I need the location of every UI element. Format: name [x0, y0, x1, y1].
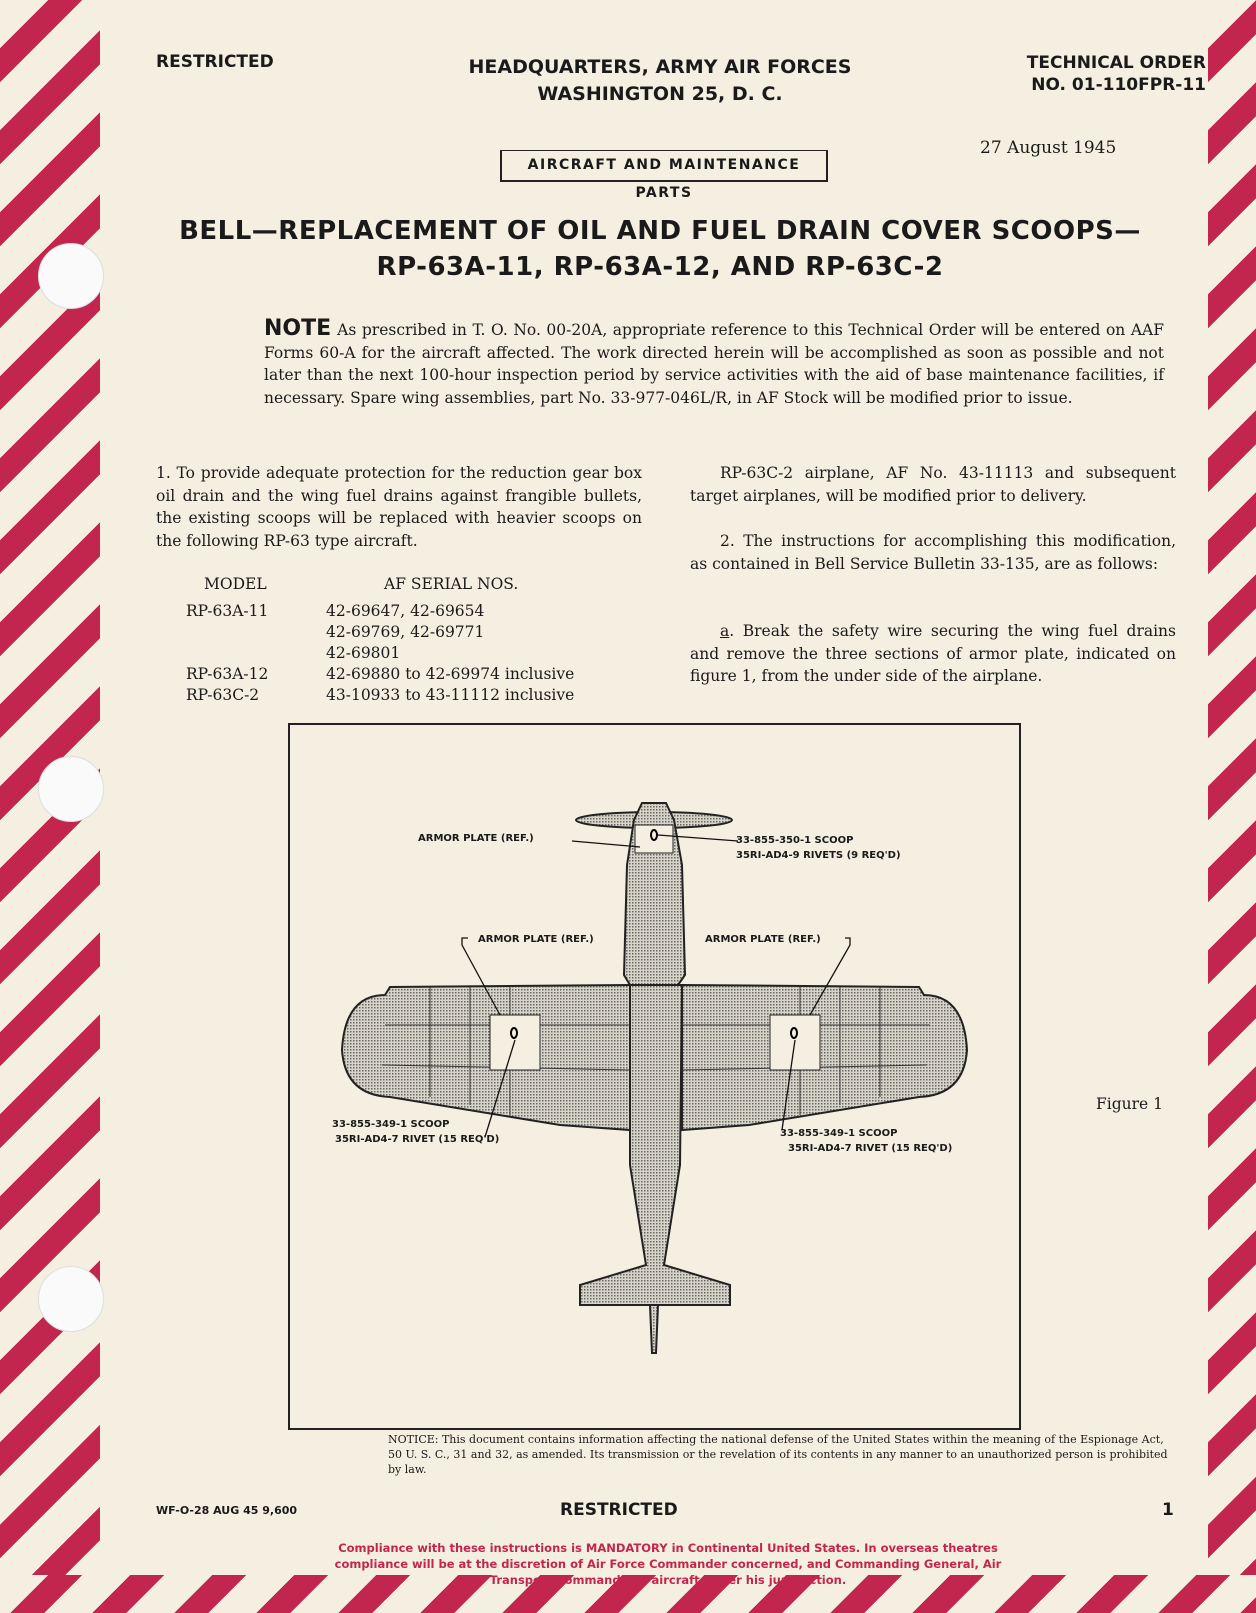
title-line1: BELL—REPLACEMENT OF OIL AND FUEL DRAIN COVER SCOOPS—	[179, 216, 1141, 246]
table-cell: 42-69880 to 42-69974 inclusive	[326, 665, 575, 683]
page-number: 1	[1162, 1500, 1174, 1520]
hq-line2: WASHINGTON 25, D. C.	[537, 83, 783, 105]
paragraph-1: 1. To provide adequate protection for the reduction gear box oil drain and the wing fuel drains against frangible bullets, the existing scoops will be replaced with heavier scoops on the following RP-63 type aircraft.	[156, 464, 642, 550]
label-armor-plate-left: ARMOR PLATE (REF.)	[478, 934, 594, 945]
punch-hole	[38, 756, 104, 822]
label-rivet-left: 35RI-AD4-7 RIVET (15 REQ'D)	[335, 1134, 500, 1145]
figure-caption: Figure 1	[1096, 1095, 1163, 1113]
table-cell: 42-69647, 42-69654	[326, 602, 485, 620]
punch-hole	[38, 1266, 104, 1332]
table-cell	[186, 622, 326, 643]
paragraph-2: 2. The instructions for accomplishing this modification, as contained in Bell Service Bulletin 33-135, are as follows:	[690, 532, 1176, 573]
to-line2: NO. 01-110FPR-11	[1031, 75, 1206, 95]
punch-hole	[38, 243, 104, 309]
table-cell: RP-63A-12	[186, 665, 269, 683]
paragraph-2a	[690, 620, 1176, 688]
airplane-drawing	[290, 725, 1019, 1428]
label-scoop-left: 33-855-349-1 SCOOP	[332, 1119, 450, 1130]
serial-table	[186, 574, 574, 706]
table-cell: 43-10933 to 43-11112 inclusive	[326, 686, 575, 704]
note	[264, 318, 1164, 409]
figure-1	[288, 723, 1021, 1430]
restricted-bottom: RESTRICTED	[560, 1500, 678, 1520]
date: 27 August 1945	[980, 138, 1117, 158]
headquarters	[430, 54, 890, 108]
table-header: MODEL	[204, 575, 267, 593]
red-border-right	[1208, 0, 1256, 1613]
label-scoop-top: 33-855-350-1 SCOOP	[736, 835, 854, 846]
note-label: NOTE	[264, 316, 332, 341]
category-box: AIRCRAFT AND MAINTENANCE PARTS	[500, 150, 828, 182]
print-code: WF-O-28 AUG 45 9,600	[156, 1504, 298, 1517]
table-cell: RP-63A-11	[186, 602, 269, 620]
notice: NOTICE: This document contains information affecting the national defense of the United States within the meaning of the Espionage Act, 50 U. S. C., 31 and 32, as amended. Its transmission or the revelation of its contents in any manner to an unauthorized person is prohibited by law.	[388, 1433, 1168, 1476]
hq-line1: HEADQUARTERS, ARMY AIR FORCES	[468, 56, 852, 78]
para-2a-text: . Break the safety wire securing the wing fuel drains and remove the three sections of armor plate, indicated on figure 1, from the under side of the airplane.	[690, 622, 1176, 685]
technical-order-number	[1027, 52, 1206, 96]
label-rivets-top: 35RI-AD4-9 RIVETS (9 REQ'D)	[736, 850, 901, 861]
table-cell: RP-63C-2	[186, 686, 260, 704]
note-text: As prescribed in T. O. No. 00-20A, appropriate reference to this Technical Order will be entered on AAF Forms 60-A for the aircraft affected. The work directed herein will be accomplished as soon as possible and not later than the next 100-hour inspection period by service activities with the aid of base maintenance facilities, if necessary. Spare wing assemblies, part No. 33-977-046L/R, in AF Stock will be modified prior to issue.	[264, 321, 1164, 407]
label-armor-plate-right: ARMOR PLATE (REF.)	[705, 934, 821, 945]
table-cell: 42-69801	[326, 644, 401, 662]
paragraph-1-cont: RP-63C-2 airplane, AF No. 43-11113 and subsequent target airplanes, will be modified prior to delivery.	[690, 464, 1176, 505]
restricted-top: RESTRICTED	[156, 52, 274, 72]
table-header: AF SERIAL NOS.	[384, 575, 519, 593]
label-rivet-right: 35RI-AD4-7 RIVET (15 REQ'D)	[788, 1143, 953, 1154]
title-line2: RP-63A-11, RP-63A-12, AND RP-63C-2	[376, 252, 944, 282]
compliance-notice: Compliance with these instructions is MANDATORY in Continental United States. In overseas theatres compliance will be at the discretion of Air Force Commander concerned, and Commanding General, Air Transport Command, for aircraft under his jurisdiction.	[334, 1541, 1002, 1587]
label-scoop-right: 33-855-349-1 SCOOP	[780, 1128, 898, 1139]
to-line1: TECHNICAL ORDER	[1026, 53, 1206, 73]
table-cell	[186, 643, 326, 664]
para-letter: a	[720, 622, 730, 640]
table-cell: 42-69769, 42-69771	[326, 623, 485, 641]
label-armor-plate-top: ARMOR PLATE (REF.)	[418, 833, 534, 844]
